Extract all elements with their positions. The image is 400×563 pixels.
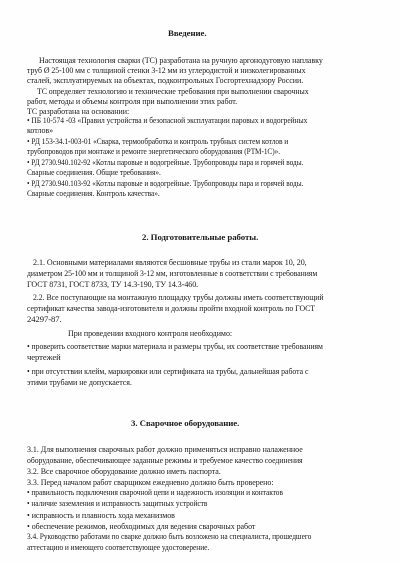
intro-line: • ПБ 10-574 -03 «Правил устройства и безопасной эксплуатации паровых и водогрейных: [27, 116, 308, 125]
equip-line: 3.1. Для выполнения сварочных работ должно применяться исправно налаженное: [27, 444, 303, 454]
equip-line: 3.2. Все сварочное оборудование должно иметь паспорта.: [27, 466, 221, 476]
prep-line: этими трубами не допускается.: [27, 377, 132, 387]
intro-line: Настоящая технология сварки (ТС) разработана на ручную аргонодуговую наплавку: [39, 55, 323, 65]
prep-title: 2. Подготовительные работы.: [142, 232, 259, 242]
intro-line: сталей, эксплуатируемых на объектах, подконтрольных Госгортехнадзору России.: [27, 75, 304, 85]
intro-line: ТС определяет технологию и технические требования при выполнении сварочных: [37, 86, 309, 96]
intro-line: труб Ø 25-100 мм с толщиной стенки 3-12 мм из углеродистой и низколегированных: [27, 65, 306, 75]
equip-line: оборудование, обеспечивающее заданные режимы и требуемое качество соединения: [27, 455, 303, 465]
intro-line: работ, методы и объемы контроля при выполнении этих работ.: [27, 96, 238, 106]
equip-line: • исправность и плавность хода механизмов: [27, 510, 175, 520]
prep-line: ГОСТ 8731, ГОСТ 8733, ТУ 14.3-190, ТУ 14.3-460.: [27, 279, 199, 289]
intro-line: трубопроводов при монтаже и ремонте энергетического оборудования (РТМ-1С)».: [27, 147, 280, 156]
equip-line: 3.3. Перед началом работ сварщиком ежедневно должно быть проверено:: [27, 477, 274, 487]
intro-line: Сварные соединения. Общие требования».: [27, 168, 161, 177]
intro-line: • РД 2730.940.102-92 «Котлы паровые и водогрейные. Трубопроводы пара и горячей воды.: [27, 158, 304, 167]
intro-line: котлов»: [27, 126, 54, 135]
prep-line: чертежей: [27, 352, 61, 362]
prep-line: диаметром 25-100 мм и толщиной 3-12 мм, изготовленные в соответствии с требованиям: [27, 268, 318, 278]
equip-title: 3. Сварочное оборудование.: [131, 418, 240, 428]
prep-line: сертификат качества завода-изготовителя и должны пройти входной контроль по ГОСТ: [27, 303, 316, 313]
prep-line: 2.1. Основными материалами являются бесшовные трубы из стали марок 10, 20,: [33, 257, 307, 267]
prep-line: 24297-87.: [27, 314, 62, 324]
equip-line: • наличие заземления и исправность защитных устройств: [27, 499, 208, 508]
prep-line: • проверить соответствие марки материала и размеры трубы, их соответствие требованиям: [27, 341, 323, 351]
prep-line: При проведении входного контроля необходимо:: [68, 328, 233, 338]
intro-line: ТС разработана на основании:: [27, 106, 130, 116]
intro-line: • РД 2730.940.103-92 «Котлы паровые и водогрейные. Трубопроводы пара и горячей воды.: [27, 179, 304, 188]
prep-line: • при отсутствии клейм, маркировки или сертификата на трубы, дальнейшая работа с: [27, 366, 309, 376]
equip-line: • правильность подключения сварочной цепи и надежность изоляции и контактов: [27, 488, 283, 497]
equip-line: • обеспечение режимов, необходимых для ведения сварочных работ: [27, 521, 256, 531]
intro-line: • РД 153-34.1-003-01 «Сварка, термообработка и контроль трубных систем котлов и: [27, 137, 289, 146]
intro-line: Сварные соединения. Контроль качества».: [27, 189, 160, 198]
prep-line: 2.2. Все поступающие на монтажную площадку трубы должны иметь соответствующий: [33, 292, 324, 302]
equip-line: аттестацию и имеющего соответствующее удостоверение.: [27, 543, 210, 552]
equip-line: 3.4. Руководство работами по сварке должно быть возложено на специалиста, прошедшего: [27, 532, 312, 541]
intro-title: Введение.: [168, 28, 207, 38]
